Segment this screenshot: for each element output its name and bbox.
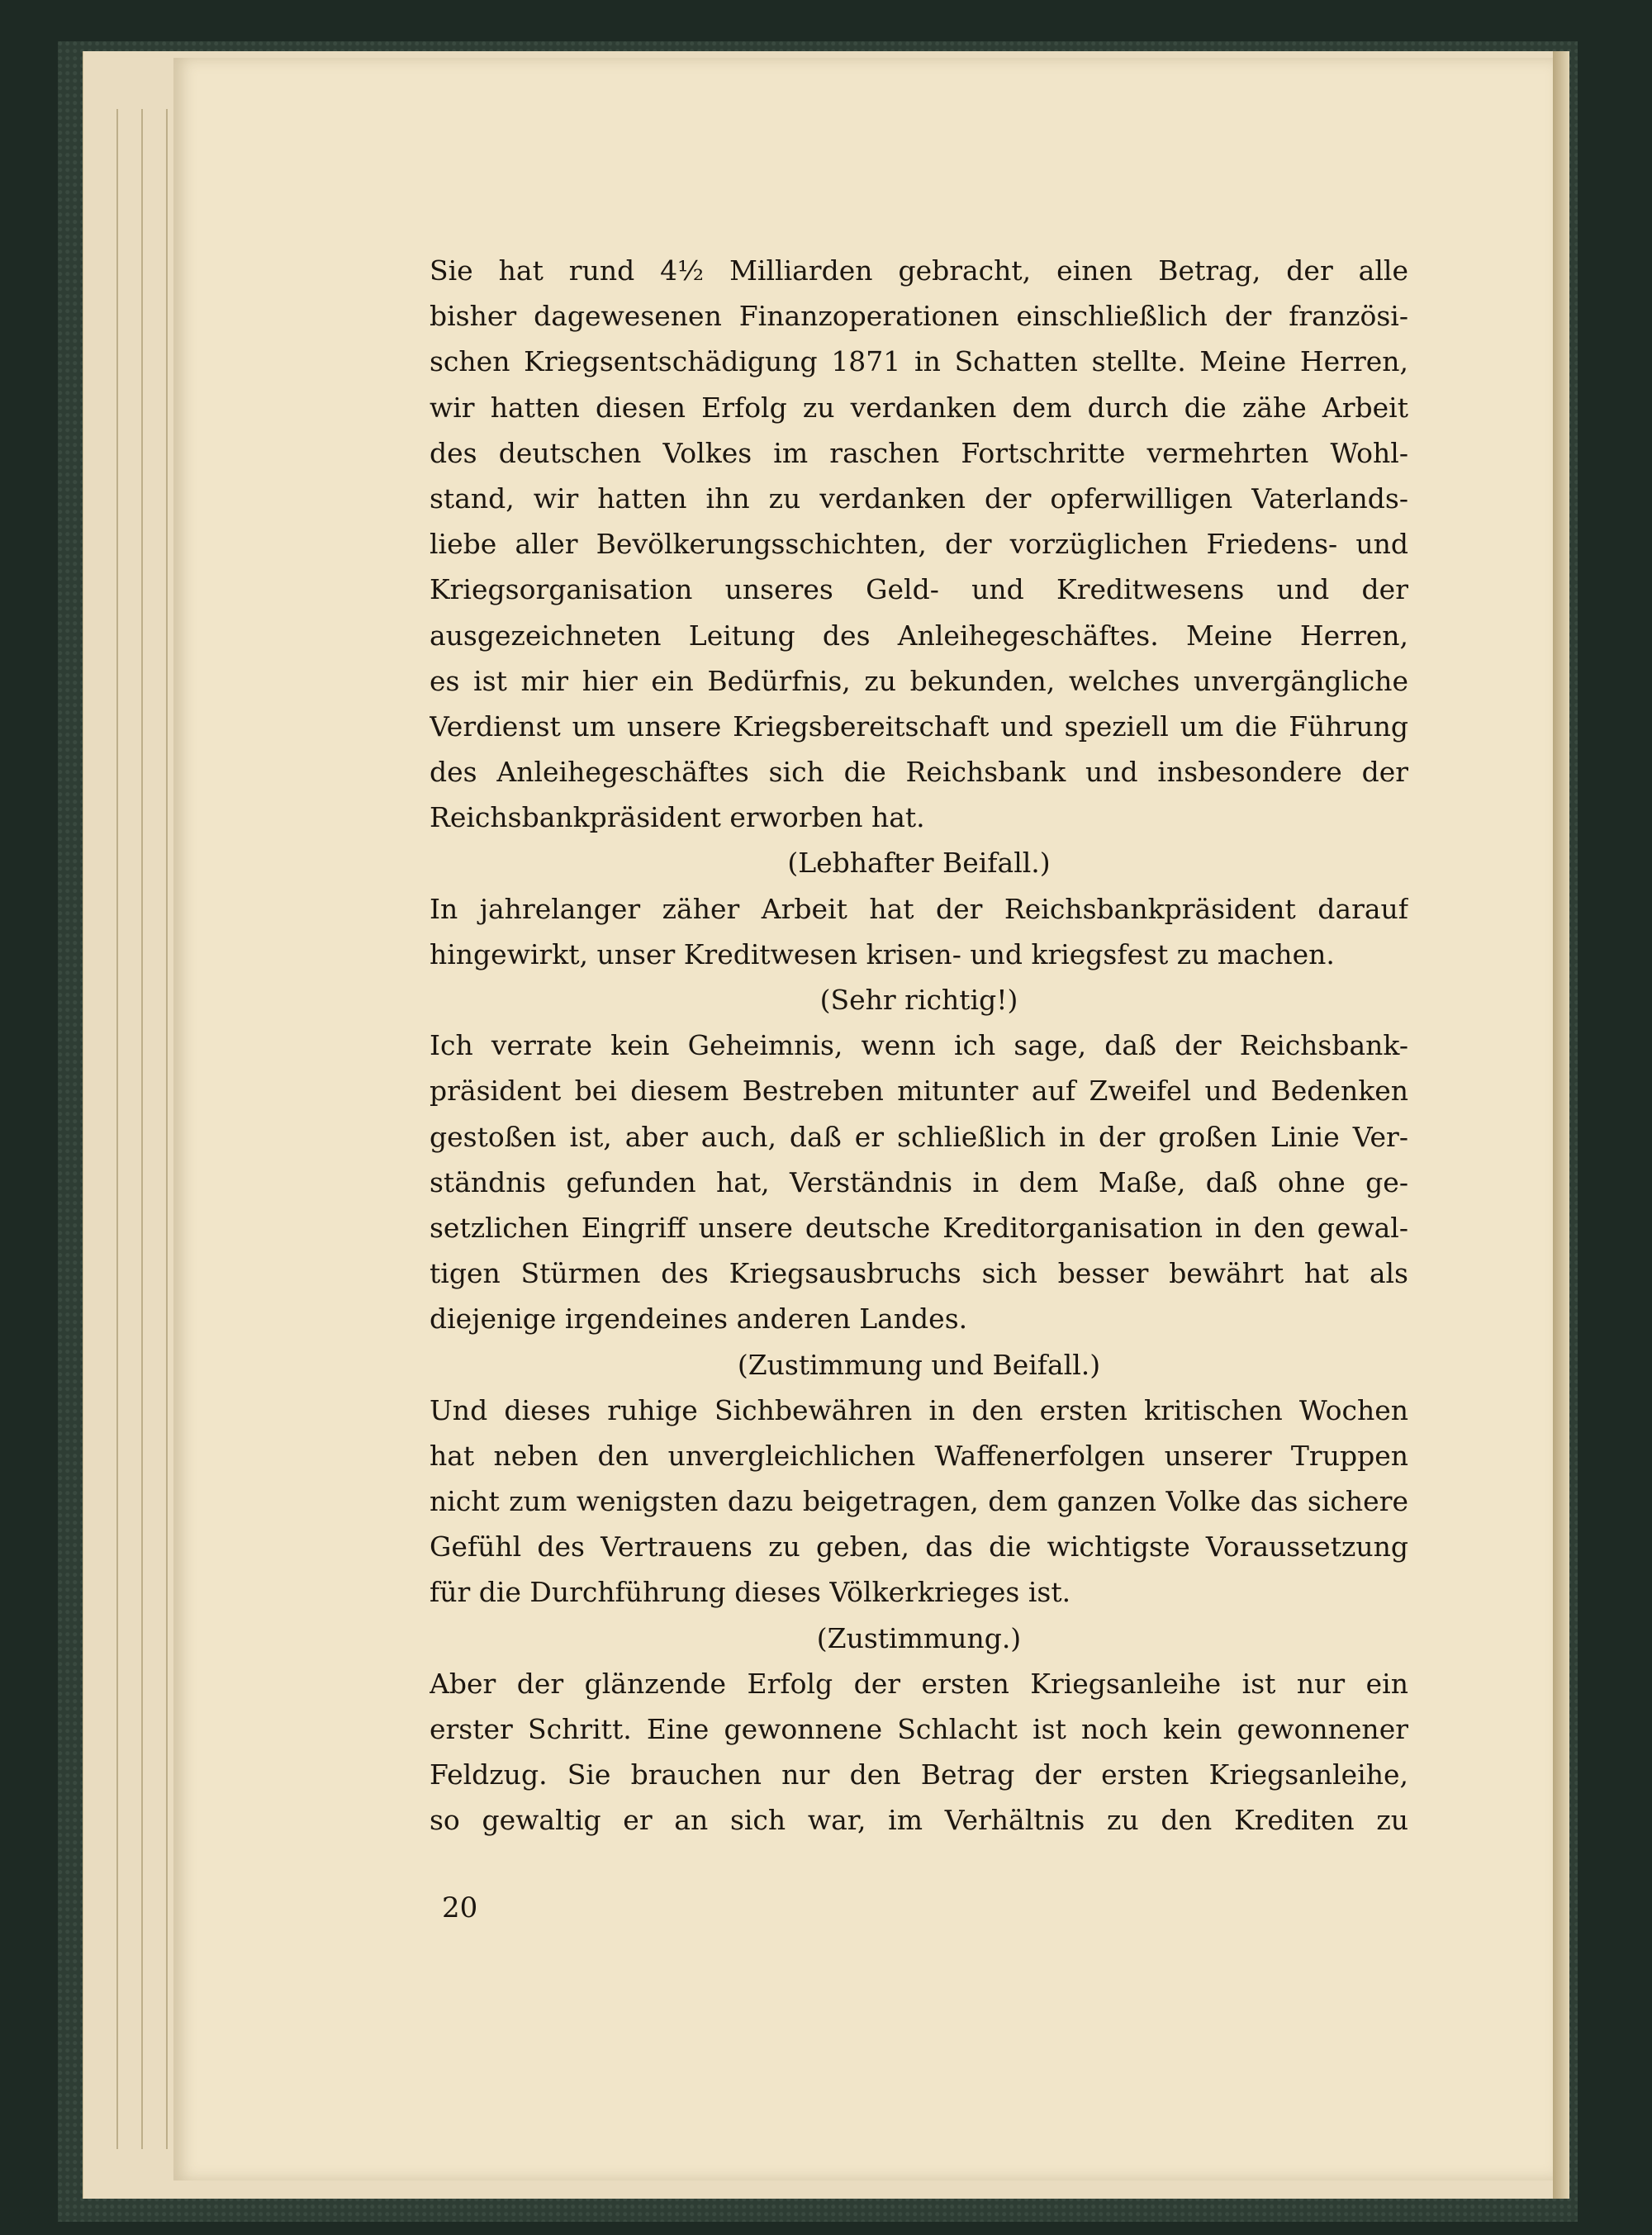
text-line: Feldzug. Sie brauchen nur den Betrag der ersten Kriegsanleihe,	[430, 1758, 1408, 1791]
text-line: Und dieses ruhige Sichbewähren in den ersten kritischen Wochen	[430, 1393, 1408, 1426]
text-line: diejenige irgendeines anderen Landes.	[430, 1303, 968, 1336]
text-line: für die Durchführung dieses Völkerkrieges ist.	[430, 1576, 1071, 1609]
text-line: setzlichen Eingriff unsere deutsche Kreditorganisation in den gewal-	[430, 1211, 1408, 1244]
text-line: stand, wir hatten ihn zu verdanken der opferwilligen Vaterlands-	[430, 482, 1408, 515]
page-number: 20	[442, 1891, 478, 1924]
text-line: Verdienst um unsere Kriegsbereitschaft und speziell um die Führung	[430, 709, 1408, 743]
interjection: (Sehr richtig!)	[819, 984, 1018, 1016]
interjection: (Zustimmung und Beifall.)	[737, 1348, 1101, 1381]
text-line: wir hatten diesen Erfolg zu verdanken dem durch die zähe Arbeit	[430, 391, 1408, 424]
text-line: erster Schritt. Eine gewonnene Schlacht ist noch kein gewonnener	[430, 1713, 1408, 1745]
text-line: Kriegsorganisation unseres Geld- und Kreditwesens und der	[430, 573, 1408, 606]
text-line: Gefühl des Vertrauens zu geben, das die wichtigste Voraussetzung	[430, 1530, 1408, 1564]
text-line: hat neben den unvergleichlichen Waffenerfolgen unserer Truppen	[430, 1439, 1408, 1472]
text-line: des deutschen Volkes im raschen Fortschritte vermehrten Wohl-	[430, 436, 1408, 469]
text-line: gestoßen ist, aber auch, daß er schließlich in der großen Linie Ver-	[430, 1120, 1408, 1153]
page-gutter	[1553, 51, 1569, 2199]
page-edge	[166, 109, 168, 2149]
body-text	[430, 248, 1408, 1844]
text-line: es ist mir hier ein Bedürfnis, zu bekunden, welches unvergängliche	[430, 664, 1408, 697]
text-line: Reichsbankpräsident erworben hat.	[430, 801, 925, 834]
text-line: schen Kriegsentschädigung 1871 in Schatten stellte. Meine Herren,	[430, 345, 1408, 378]
page-edge	[141, 109, 143, 2149]
text-line: liebe aller Bevölkerungsschichten, der vorzüglichen Friedens- und	[430, 528, 1408, 561]
text-line: des Anleihegeschäftes sich die Reichsbank und insbesondere der	[430, 756, 1408, 789]
interjection: (Zustimmung.)	[816, 1621, 1022, 1654]
text-line: hingewirkt, unser Kreditwesen krisen- und kriegsfest zu machen.	[430, 937, 1335, 970]
text-line: Sie hat rund 4½ Milliarden gebracht, einen Betrag, der alle	[430, 254, 1408, 287]
interjection: (Lebhafter Beifall.)	[787, 847, 1051, 880]
text-line: bisher dagewesenen Finanzoperationen einschließlich der französi-	[430, 300, 1408, 333]
text-line: so gewaltig er an sich war, im Verhältnis zu den Krediten zu	[430, 1804, 1408, 1837]
text-line: tigen Stürmen des Kriegsausbruchs sich besser bewährt hat als	[430, 1257, 1408, 1290]
text-line: Ich verrate kein Geheimnis, wenn ich sage, daß der Reichsbank-	[430, 1029, 1408, 1062]
text-line: In jahrelanger zäher Arbeit hat der Reichsbankpräsident darauf	[430, 892, 1408, 925]
text-line: ständnis gefunden hat, Verständnis in dem Maße, daß ohne ge-	[430, 1165, 1408, 1198]
text-line: nicht zum wenigsten dazu beigetragen, dem ganzen Volke das sichere	[430, 1485, 1408, 1518]
page-edge	[116, 109, 118, 2149]
text-line: Aber der glänzende Erfolg der ersten Kriegsanleihe ist nur ein	[430, 1667, 1408, 1700]
text-line: präsident bei diesem Bestreben mitunter auf Zweifel und Bedenken	[430, 1075, 1408, 1108]
text-line: ausgezeichneten Leitung des Anleihegeschäftes. Meine Herren,	[430, 619, 1408, 652]
